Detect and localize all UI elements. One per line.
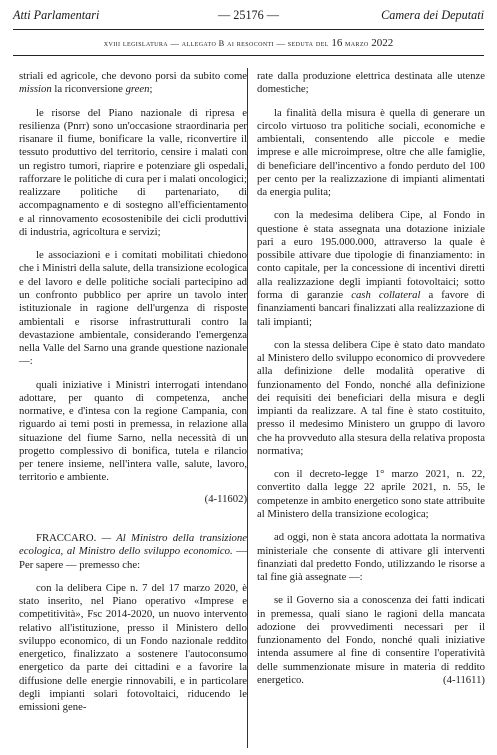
paragraph: con il decreto-legge 1° marzo 2021, n. 22, convertito dalla legge 22 aprile 2021, n. 55, le competenze in ambito energetico sono state attribuite al Ministero della transizione ecologica;: [257, 468, 485, 520]
page-header: [13, 8, 484, 26]
paragraph: la finalità della misura è quella di generare un circolo virtuoso tra politiche sociali, economiche e ambientali, consentendo alle piccole e medie imprese e alle microimprese, oltre che alle famiglie, di beneficiare dell'incentivo a fondo perduto del 100 per cento per la realizzazione di impianti alimentati da energia pulita;: [257, 106, 485, 199]
question-heading: FRACCARO. — Al Ministro della transizione ecologica, al Ministro dello sviluppo economico. — Per sapere — premesso che:: [19, 531, 247, 571]
paragraph: con la delibera Cipe n. 7 del 17 marzo 2020, è stato inserito, nel Piano operativo «Imprese e competitività», Fsc 2014-2020, un nuovo intervento relativo all'istituzione, presso il Ministero dello sviluppo economico, di un Fondo nazionale reddito energetico, finalizzato a sostenere l'autoconsumo energetico da parte dei cittadini e a favorire la diffusione delle energie rinnovabili, e in particolare degli impianti solari fotovoltaici, riducendo le emissioni gene-: [19, 581, 247, 714]
header-right-title: Camera dei Deputati: [381, 8, 484, 22]
paragraph: striali ed agricole, che devono porsi da subito come mission la riconversione green;: [19, 70, 247, 96]
session-year: 2022: [371, 37, 394, 49]
session-month: marzo: [344, 39, 369, 48]
header-left-title: Atti Parlamentari: [13, 8, 100, 22]
paragraph: se il Governo sia a conoscenza dei fatti indicati in premessa, quali siano le ragioni della mancata adozione dei provvedimenti necessari per il funzionamento del Fondo, nonché quali iniziative intenda assumere al fine di consentire l'operatività delle summenzionate misure in materia di reddito energetico. (4-11611): [257, 594, 485, 686]
session-subheader: [0, 37, 497, 49]
left-column: [19, 70, 247, 724]
paragraph: quali iniziative i Ministri interrogati intendano adottare, per quanto di competenza, anche normative, e d'intesa con la regione Campania, con riguardo ai temi posti in premessa, in relazione alla situazione del fiume Sarno, nella necessità di un progetto complessivo di bonifica, tutela e rilancio per tenere insieme, nell'intera valle, salute, lavoro, territorio e ambiente.: [19, 378, 247, 484]
paragraph: con la medesima delibera Cipe, al Fondo in questione è stata assegnata una dotazione iniziale pari a euro 195.000.000, attraverso la quale è possibile attivare due tipologie di finanziamento: in conto capitale, per la concessione di incentivi diretti alla realizzazione degli impianti fotovoltaici; sotto forma di garanzie cash collateral a favore di finanziamenti bancari finalizzati alla realizzazione di tali impianti;: [257, 209, 485, 328]
paragraph: le associazioni e i comitati mobilitati chiedono che i Ministri della salute, della transizione ecologica e del lavoro e delle politiche sociali partecipino ad un confronto pubblico per aprire un tavolo inter istituzionale in ragione dell'urgenza di risposte ambientali e risorse infrastrutturali contro la devastazione ambientale, considerando l'emergenza nella Valle del Sarno una grande questione nazionale —:: [19, 249, 247, 368]
page-number: — 25176 —: [218, 8, 279, 22]
paragraph: rate dalla produzione elettrica destinata alle utenze domestiche;: [257, 70, 485, 96]
paragraph: con la stessa delibera Cipe è stato dato mandato al Ministero dello sviluppo economico di provvedere alla definizione delle modalità operative di funzionamento del Fondo, nonché alla definizione dei requisiti dei beneficiari della misura e degli impianti da realizzare. A tal fine è stato costituito, presso il medesimo Ministero un gruppo di lavoro che ha provveduto alla stesura della relativa proposta normativa;: [257, 338, 485, 457]
question-reference-number: (4-11611): [443, 673, 485, 686]
question-reference-number: (4-11602): [204, 492, 247, 505]
paragraph: ad oggi, non è stata ancora adottata la normativa ministeriale che consente di attivare gli interventi finanziati dal predetto Fondo, utilizzando le risorse a tal fine già assegnate —:: [257, 531, 485, 584]
right-column: [257, 70, 485, 687]
column-divider: [247, 68, 248, 748]
paragraph: le risorse del Piano nazionale di ripresa e resilienza (Pnrr) sono un'occasione straordinaria per risanare il fiume, bonificare la valle, riconvertire il tessuto produttivo del territorio, censire i malati con un registro tumori, riaprire e potenziare gli ospedali, rafforzare le politiche di cura per i malati oncologici; realizzare politiche di partenariato, di accompagnamento e di sostegno all'efficientamento e al rinnovamento ecosostenibile dei cicli produttivi di industria, agricoltura e servizi;: [19, 106, 247, 238]
header-rule-top: [13, 29, 484, 30]
session-prefix: xviii legislatura — allegato B ai resoconti — seduta del: [103, 39, 329, 48]
header-rule-bottom: [13, 55, 484, 56]
session-day: 16: [331, 37, 343, 49]
